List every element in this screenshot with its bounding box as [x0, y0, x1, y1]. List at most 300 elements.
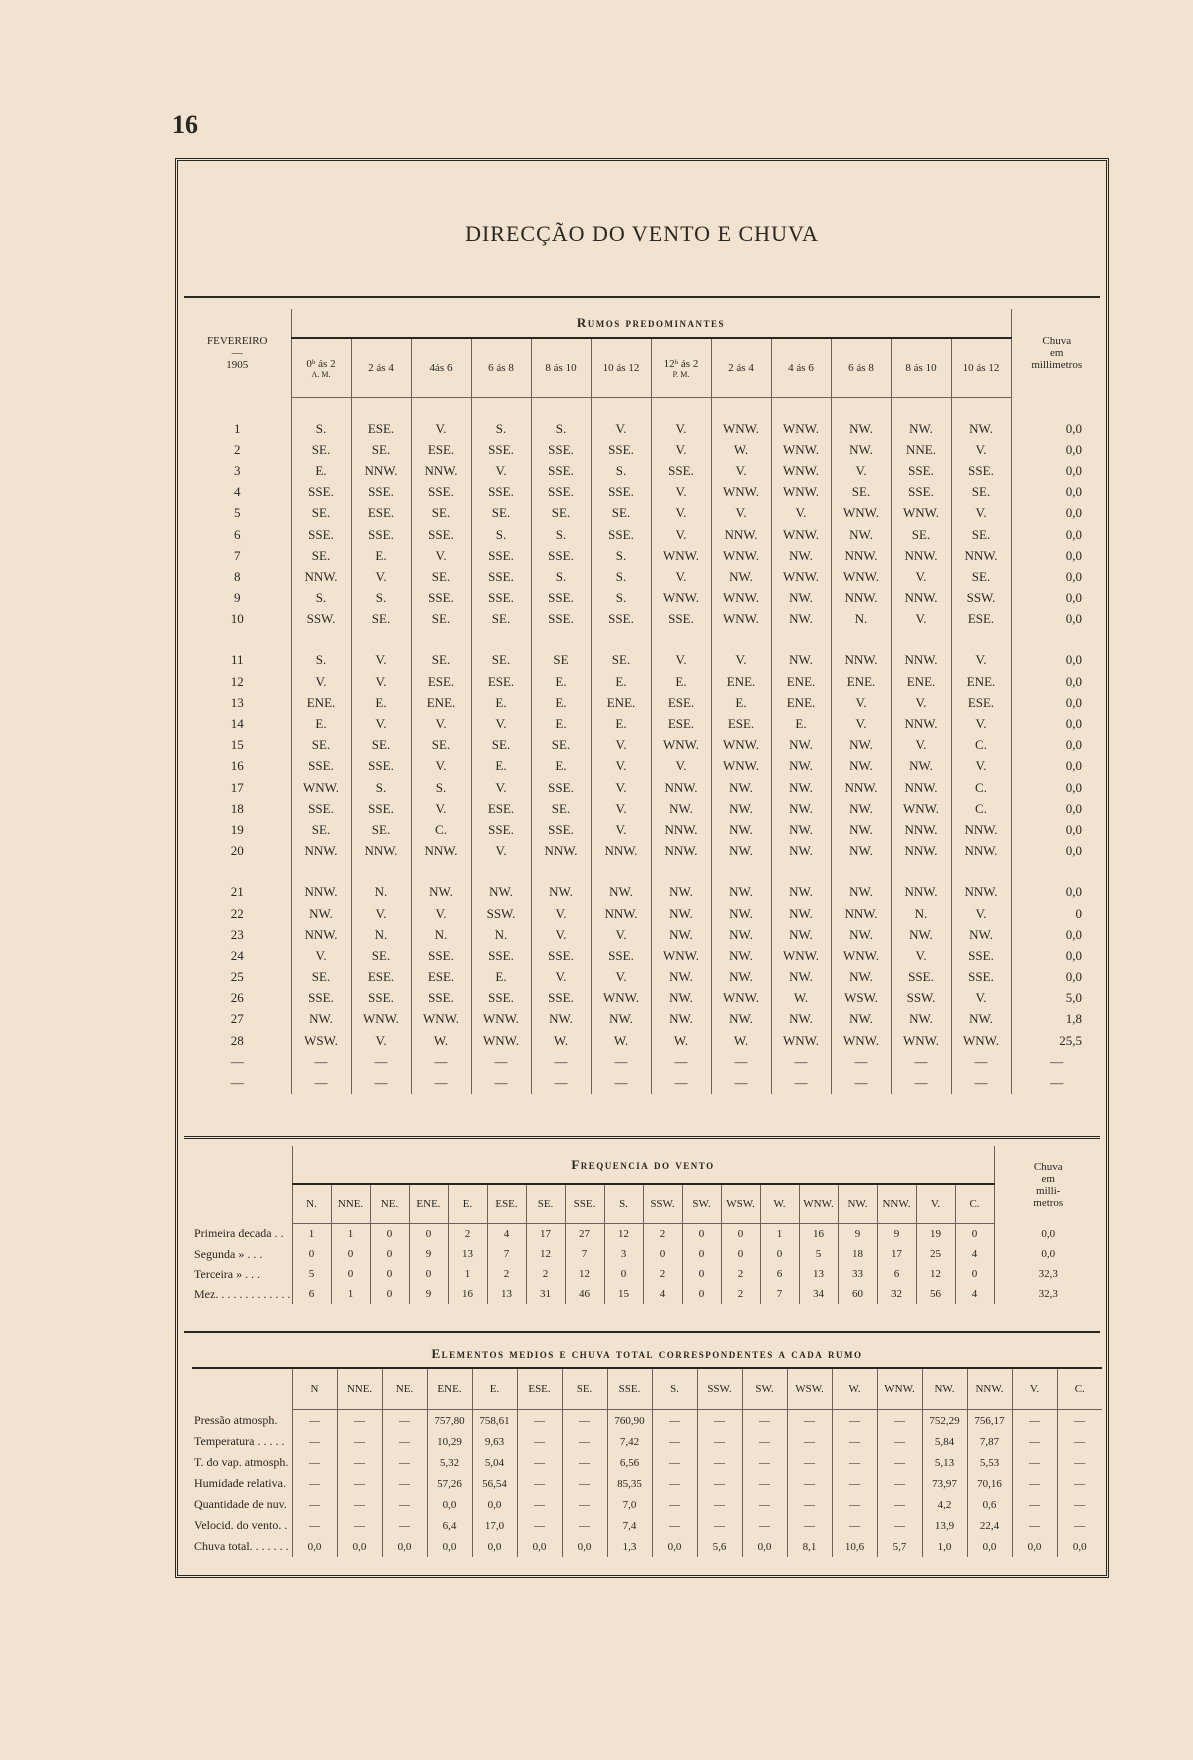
- rainfall-value: 0,0: [1011, 609, 1102, 630]
- wind-direction: ENE.: [291, 692, 351, 713]
- wind-direction: SSW.: [891, 988, 951, 1009]
- freq-col-header: NNE.: [331, 1184, 370, 1224]
- freq-value: 2: [487, 1264, 526, 1284]
- wind-direction: E.: [771, 713, 831, 734]
- elem-value: 0,0: [1012, 1536, 1057, 1557]
- wind-direction: S.: [591, 566, 651, 587]
- hour-range: 2 ás 4: [368, 362, 394, 374]
- dash-cell: —: [1011, 1072, 1102, 1093]
- day-row: [184, 545, 1102, 566]
- wind-direction: V.: [351, 566, 411, 587]
- hour-header: [951, 338, 1011, 398]
- elem-value: 1,0: [922, 1536, 967, 1557]
- elem-value: —: [562, 1431, 607, 1452]
- wind-direction: NW.: [711, 819, 771, 840]
- wind-direction: SE.: [591, 503, 651, 524]
- hour-header: [891, 338, 951, 398]
- freq-value: 12: [565, 1264, 604, 1284]
- wind-direction: V.: [951, 439, 1011, 460]
- elem-col-header: NE.: [382, 1368, 427, 1410]
- rain-header-line: millimetros: [1031, 359, 1083, 372]
- dash-cell: —: [531, 1072, 591, 1093]
- wind-direction: WNW.: [891, 503, 951, 524]
- elem-value: —: [1057, 1515, 1102, 1536]
- freq-value: 1: [331, 1284, 370, 1304]
- wind-direction: S.: [591, 545, 651, 566]
- wind-direction: V.: [651, 650, 711, 671]
- freq-value: 0: [409, 1264, 448, 1284]
- freq-value: 2: [643, 1224, 682, 1245]
- elem-value: —: [517, 1515, 562, 1536]
- elem-value: 0,0: [337, 1536, 382, 1557]
- wind-direction: S.: [351, 777, 411, 798]
- freq-value: 0: [682, 1224, 721, 1245]
- day-number: 9: [234, 590, 241, 606]
- wind-direction: NW.: [771, 756, 831, 777]
- wind-direction: S.: [291, 418, 351, 439]
- wind-direction: SE.: [291, 439, 351, 460]
- elem-value: 10,29: [427, 1431, 472, 1452]
- wind-direction: E.: [351, 545, 411, 566]
- elem-row-label: Temperatura . . . . .: [194, 1434, 285, 1448]
- wind-direction: WNW.: [771, 418, 831, 439]
- wind-direction: V.: [771, 503, 831, 524]
- hour-range: 2 ás 4: [728, 362, 754, 374]
- freq-value: 4: [955, 1244, 994, 1264]
- day-number: 3: [234, 462, 241, 478]
- hour-range: 12ʰ ás 2: [663, 357, 699, 370]
- wind-direction: S.: [531, 566, 591, 587]
- elem-row-label: Pressão atmosph.: [194, 1412, 278, 1427]
- wind-direction: SSE.: [531, 777, 591, 798]
- freq-col-header: ENE.: [409, 1184, 448, 1224]
- day-number: 1: [234, 420, 241, 436]
- wind-direction: SE.: [531, 735, 591, 756]
- table-frame: [175, 158, 1109, 1578]
- wind-direction: NW.: [771, 882, 831, 903]
- freq-value: 7: [760, 1284, 799, 1304]
- wind-direction: WNW.: [771, 566, 831, 587]
- wind-direction: SE.: [351, 819, 411, 840]
- freq-value: 12: [916, 1264, 955, 1284]
- day-number: 26: [230, 990, 244, 1006]
- rainfall-value: 0,0: [1011, 882, 1102, 903]
- elem-value: 57,26: [427, 1473, 472, 1494]
- freq-value: 5: [292, 1264, 331, 1284]
- day-number: 6: [234, 526, 241, 542]
- wind-direction: SE.: [951, 482, 1011, 503]
- wind-direction: V.: [411, 903, 471, 924]
- elem-value: —: [877, 1452, 922, 1473]
- wind-direction: V.: [651, 439, 711, 460]
- elem-value: —: [877, 1494, 922, 1515]
- freq-value: 0: [682, 1264, 721, 1284]
- wind-direction: E.: [471, 967, 531, 988]
- day-number: 7: [234, 547, 241, 563]
- elem-value: 5,04: [472, 1452, 517, 1473]
- freq-value: 9: [838, 1224, 877, 1245]
- dash-cell: —: [711, 1072, 771, 1093]
- hour-header: [471, 338, 531, 398]
- wind-direction: N.: [411, 924, 471, 945]
- wind-direction: E.: [531, 692, 591, 713]
- wind-direction: NW.: [831, 1009, 891, 1030]
- elem-value: —: [877, 1410, 922, 1432]
- elem-value: —: [292, 1494, 337, 1515]
- freq-col-header: SSE.: [565, 1184, 604, 1224]
- wind-direction: W.: [711, 1030, 771, 1051]
- rainfall-value: 0: [1011, 903, 1102, 924]
- freq-row: [192, 1264, 1102, 1284]
- hour-period: P. M.: [672, 369, 690, 379]
- mean-elements-table: [192, 1341, 1102, 1557]
- wind-direction: NNE.: [891, 439, 951, 460]
- wind-direction: NW.: [471, 882, 531, 903]
- wind-direction: NNW.: [891, 713, 951, 734]
- rainfall-value: 0,0: [1011, 967, 1102, 988]
- wind-direction: V.: [351, 671, 411, 692]
- day-number: 5: [234, 505, 241, 521]
- wind-direction: ESE.: [411, 671, 471, 692]
- wind-direction: V.: [951, 988, 1011, 1009]
- elem-value: —: [337, 1452, 382, 1473]
- elem-value: 17,0: [472, 1515, 517, 1536]
- wind-direction: SSE.: [531, 609, 591, 630]
- elem-value: —: [742, 1494, 787, 1515]
- wind-direction: NW.: [291, 903, 351, 924]
- elem-value: —: [1012, 1410, 1057, 1432]
- elem-value: 5,53: [967, 1452, 1012, 1473]
- elem-col-header: E.: [472, 1368, 517, 1410]
- wind-direction: SSE.: [471, 482, 531, 503]
- wind-direction: NNW.: [651, 841, 711, 862]
- elem-value: 7,4: [607, 1515, 652, 1536]
- wind-direction: W.: [411, 1030, 471, 1051]
- page-number: 16: [172, 110, 198, 139]
- wind-direction: NNW.: [291, 882, 351, 903]
- wind-direction: WNW.: [771, 524, 831, 545]
- wind-direction: WNW.: [771, 1030, 831, 1051]
- hour-range: 10 ás 12: [962, 362, 1000, 374]
- wind-direction: WNW.: [471, 1009, 531, 1030]
- wind-direction: NW.: [951, 1009, 1011, 1030]
- wind-direction: ENE.: [771, 692, 831, 713]
- freq-value: 16: [799, 1224, 838, 1245]
- day-row: [184, 692, 1102, 713]
- hour-header: [651, 338, 711, 398]
- day-number: 14: [230, 716, 244, 732]
- elem-col-header: W.: [832, 1368, 877, 1410]
- freq-value: 4: [643, 1284, 682, 1304]
- day-number: 15: [230, 737, 244, 753]
- day-row: [184, 439, 1102, 460]
- wind-direction: V.: [951, 503, 1011, 524]
- elem-value: 85,35: [607, 1473, 652, 1494]
- wind-direction: NNW.: [591, 841, 651, 862]
- elem-value: —: [517, 1473, 562, 1494]
- day-row: [184, 1009, 1102, 1030]
- freq-row: [192, 1244, 1102, 1264]
- wind-direction: NW.: [711, 882, 771, 903]
- wind-direction: NW.: [771, 735, 831, 756]
- day-number: 17: [230, 779, 244, 795]
- wind-direction: ENE.: [951, 671, 1011, 692]
- wind-direction: WNW.: [771, 945, 831, 966]
- dash-cell: —: [411, 1072, 471, 1093]
- elem-value: —: [652, 1410, 697, 1432]
- elem-value: —: [697, 1431, 742, 1452]
- year-label: 1905: [226, 359, 249, 372]
- wind-direction: NW.: [651, 882, 711, 903]
- wind-direction: SSE.: [351, 756, 411, 777]
- wind-direction: V.: [591, 819, 651, 840]
- day-row: [184, 609, 1102, 630]
- wind-direction: W.: [651, 1030, 711, 1051]
- elem-col-header: WNW.: [877, 1368, 922, 1410]
- wind-direction: NW.: [771, 588, 831, 609]
- wind-direction: NNW.: [831, 777, 891, 798]
- elem-col-header: ESE.: [517, 1368, 562, 1410]
- freq-col-header: SSW.: [643, 1184, 682, 1224]
- freq-col-header: SW.: [682, 1184, 721, 1224]
- freq-value: 0: [721, 1224, 760, 1245]
- dash-cell: —: [711, 1051, 771, 1072]
- hour-range: 6 ás 8: [848, 362, 874, 374]
- wind-direction: WNW.: [471, 1030, 531, 1051]
- wind-direction: NW.: [651, 988, 711, 1009]
- freq-value: 16: [448, 1284, 487, 1304]
- freq-col-header: C.: [955, 1184, 994, 1224]
- wind-direction: V.: [351, 650, 411, 671]
- wind-direction: WNW.: [831, 503, 891, 524]
- freq-value: 7: [565, 1244, 604, 1264]
- wind-direction: SSE.: [471, 988, 531, 1009]
- day-number: 4: [234, 484, 241, 500]
- day-row: [184, 841, 1102, 862]
- wind-direction: SSE.: [531, 439, 591, 460]
- wind-direction: NNW.: [411, 841, 471, 862]
- wind-direction: NW.: [591, 882, 651, 903]
- freq-value: 56: [916, 1284, 955, 1304]
- wind-direction: WNW.: [711, 588, 771, 609]
- wind-direction: V.: [291, 671, 351, 692]
- day-number: 13: [230, 694, 244, 710]
- freq-row: [192, 1284, 1102, 1304]
- wind-direction: NW.: [951, 924, 1011, 945]
- wind-direction: V.: [591, 798, 651, 819]
- elem-value: 0,0: [382, 1536, 427, 1557]
- spacer-row: [184, 398, 1102, 419]
- wind-direction: V.: [891, 945, 951, 966]
- wind-direction: E.: [291, 713, 351, 734]
- wind-direction: V.: [471, 841, 531, 862]
- wind-direction: V.: [411, 798, 471, 819]
- wind-direction: S.: [471, 418, 531, 439]
- wind-direction: ENE.: [411, 692, 471, 713]
- freq-value: 0: [370, 1264, 409, 1284]
- wind-direction: SE.: [411, 609, 471, 630]
- elem-value: —: [832, 1410, 877, 1432]
- elem-value: —: [1012, 1494, 1057, 1515]
- wind-direction: SSE.: [411, 945, 471, 966]
- day-number: 24: [230, 947, 244, 963]
- wind-direction: V.: [951, 713, 1011, 734]
- wind-direction: V.: [351, 1030, 411, 1051]
- wind-direction: NNW.: [291, 924, 351, 945]
- wind-direction: SSE.: [531, 819, 591, 840]
- wind-direction: S.: [351, 588, 411, 609]
- wind-direction: SSE.: [291, 798, 351, 819]
- elem-value: —: [517, 1410, 562, 1432]
- elem-value: 0,0: [427, 1494, 472, 1515]
- wind-direction: SSW.: [951, 588, 1011, 609]
- elem-value: —: [697, 1473, 742, 1494]
- dash-cell: —: [951, 1051, 1011, 1072]
- wind-direction: NW.: [711, 1009, 771, 1030]
- wind-direction: V.: [471, 777, 531, 798]
- wind-direction: ENE.: [591, 692, 651, 713]
- wind-direction: W.: [591, 1030, 651, 1051]
- wind-direction: NNW.: [891, 545, 951, 566]
- wind-direction: V.: [411, 756, 471, 777]
- rainfall-value: 0,0: [1011, 692, 1102, 713]
- elem-value: —: [517, 1494, 562, 1515]
- wind-direction: WNW.: [831, 945, 891, 966]
- hour-range: 8 ás 10: [545, 362, 577, 374]
- rumos-header: [291, 309, 1011, 338]
- elem-value: 1,3: [607, 1536, 652, 1557]
- wind-direction: ESE.: [651, 692, 711, 713]
- freq-col-header: NNW.: [877, 1184, 916, 1224]
- elem-value: —: [382, 1452, 427, 1473]
- wind-direction: SE.: [411, 735, 471, 756]
- day-row: [184, 882, 1102, 903]
- elem-row-label: Humidade relativa.: [194, 1476, 286, 1490]
- dash-cell: —: [351, 1051, 411, 1072]
- freq-value: 6: [877, 1264, 916, 1284]
- wind-direction: SE.: [291, 735, 351, 756]
- elem-value: —: [697, 1494, 742, 1515]
- hour-range: 4 ás 6: [788, 362, 814, 374]
- wind-direction: NW.: [831, 924, 891, 945]
- wind-direction: NNW.: [951, 819, 1011, 840]
- elem-value: 0,0: [517, 1536, 562, 1557]
- freq-value: 13: [448, 1244, 487, 1264]
- wind-direction: V.: [411, 418, 471, 439]
- day-row: [184, 503, 1102, 524]
- elem-value: —: [877, 1473, 922, 1494]
- wind-direction: SSE.: [951, 967, 1011, 988]
- elem-value: —: [787, 1515, 832, 1536]
- wind-direction: V.: [591, 756, 651, 777]
- wind-direction: NW.: [831, 418, 891, 439]
- wind-direction: NNW.: [831, 903, 891, 924]
- wind-direction: WNW.: [351, 1009, 411, 1030]
- elem-row: [192, 1452, 1102, 1473]
- wind-direction: SSE.: [411, 524, 471, 545]
- freq-value: 0: [643, 1244, 682, 1264]
- elem-value: —: [1012, 1515, 1057, 1536]
- freq-value: 19: [916, 1224, 955, 1245]
- wind-direction: W.: [711, 439, 771, 460]
- wind-direction: NW.: [531, 1009, 591, 1030]
- wind-direction: C.: [951, 798, 1011, 819]
- wind-direction: NW.: [831, 819, 891, 840]
- wind-direction: W.: [531, 1030, 591, 1051]
- freq-row-label: Segunda » . . .: [194, 1246, 263, 1261]
- wind-direction: NW.: [771, 609, 831, 630]
- elem-title: Elementos medios e chuva total correspondentes a cada rumo: [431, 1346, 863, 1361]
- wind-direction: V.: [591, 735, 651, 756]
- wind-direction: NNW.: [651, 777, 711, 798]
- wind-direction: NNW.: [951, 882, 1011, 903]
- freq-value: 33: [838, 1264, 877, 1284]
- elem-value: —: [382, 1410, 427, 1432]
- wind-direction: SSE.: [531, 945, 591, 966]
- day-row: [184, 460, 1102, 481]
- day-row: [184, 988, 1102, 1009]
- elem-row: [192, 1536, 1102, 1557]
- freq-value: 6: [292, 1284, 331, 1304]
- wind-direction: W.: [771, 988, 831, 1009]
- rainfall-value: 25,5: [1011, 1030, 1102, 1051]
- dash-cell: —: [591, 1072, 651, 1093]
- wind-direction: SE.: [411, 650, 471, 671]
- wind-direction: SSE.: [531, 545, 591, 566]
- wind-direction: V.: [591, 967, 651, 988]
- day-row: [184, 524, 1102, 545]
- wind-direction: SE.: [351, 609, 411, 630]
- dash-cell: —: [951, 1072, 1011, 1093]
- wind-direction: NW.: [831, 841, 891, 862]
- wind-direction: WNW.: [951, 1030, 1011, 1051]
- wind-direction: SE.: [831, 482, 891, 503]
- dash-cell: —: [471, 1072, 531, 1093]
- wind-direction: WNW.: [771, 439, 831, 460]
- elem-value: 756,17: [967, 1410, 1012, 1432]
- elem-row: [192, 1410, 1102, 1432]
- wind-direction: V.: [411, 545, 471, 566]
- day-row: [184, 756, 1102, 777]
- rainfall-value: 0,0: [1011, 503, 1102, 524]
- wind-direction: SSE.: [591, 439, 651, 460]
- wind-direction: E.: [471, 692, 531, 713]
- rainfall-value: 0,0: [1011, 588, 1102, 609]
- wind-direction: NW.: [711, 798, 771, 819]
- elem-value: —: [652, 1452, 697, 1473]
- wind-direction: SSE.: [291, 482, 351, 503]
- day-number: 10: [230, 611, 244, 627]
- elem-row-label: T. do vap. atmosph.: [194, 1455, 289, 1469]
- elem-value: —: [1057, 1452, 1102, 1473]
- wind-direction: SE.: [951, 524, 1011, 545]
- wind-direction: SSE.: [291, 524, 351, 545]
- wind-direction: SSE.: [471, 566, 531, 587]
- rainfall-value: 0,0: [1011, 777, 1102, 798]
- wind-direction: V.: [711, 503, 771, 524]
- wind-direction: NW.: [771, 903, 831, 924]
- freq-row-label: Mez. . . . . . . . . . . . .: [194, 1286, 291, 1301]
- freq-value: 2: [721, 1284, 760, 1304]
- freq-value: 0: [370, 1244, 409, 1264]
- freq-rain-header-line: em: [1041, 1172, 1055, 1185]
- wind-direction: ENE.: [711, 671, 771, 692]
- elem-col-header: SW.: [742, 1368, 787, 1410]
- elem-value: —: [787, 1494, 832, 1515]
- wind-direction: V.: [351, 713, 411, 734]
- wind-direction: NW.: [711, 841, 771, 862]
- wind-direction: SE.: [411, 566, 471, 587]
